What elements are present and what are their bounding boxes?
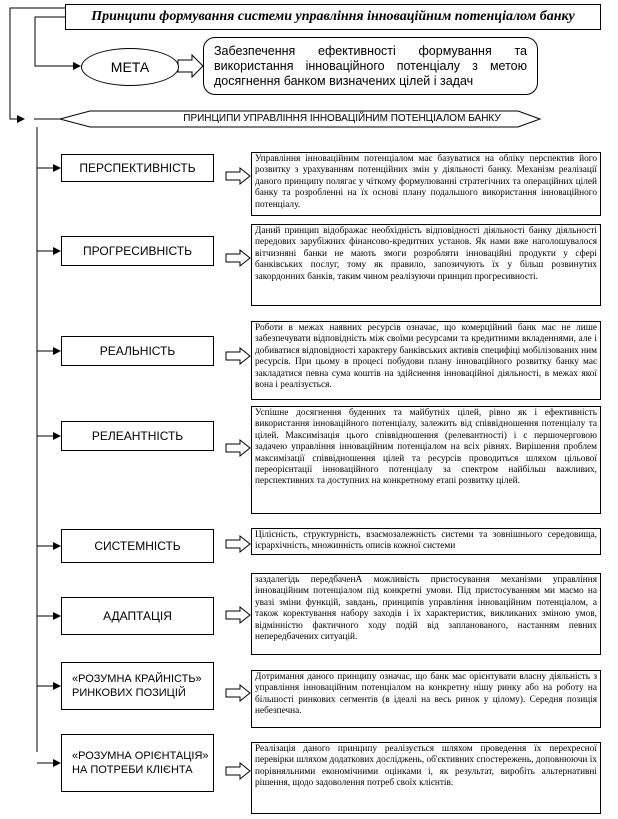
principle-name-relevance: РЕЛЕАНТНІСТЬ xyxy=(61,421,214,451)
principle-description-systemic: Цілісність, структурність, взаємозалежність системи та зовнішнього середовища, ієрархічність, множинність описів кожної системи xyxy=(251,528,601,555)
principle-name-adaptation: АДАПТАЦІЯ xyxy=(61,597,214,635)
title-to-principles-arrow xyxy=(10,8,65,119)
principle-name-reasonable-extremity: «РОЗУМНА КРАЙНІСТЬ» РИНКОВИХ ПОЗИЦІЙ xyxy=(61,662,214,710)
principle-name-reality: РЕАЛЬНІСТЬ xyxy=(61,336,214,366)
principle-name-client-orientation: «РОЗУМНА ОРІЄНТАЦІЯ» НА ПОТРЕБИ КЛІЄНТА xyxy=(61,734,214,792)
goal-label: МЕТА xyxy=(81,48,179,86)
principle-description-reality: Роботи в межах наявних ресурсів означає, що комерційний банк має не лише забезпечувати відповідність між своїми ресурсами та кредитними вкладеннями, але і добиватися відповідності характеру банківських активів специфіці мобілізованих ним ресурсів. При цьому в процесі побудови плану інноваційного розвитку банку має закладатися певна сума коштів на здійснення інноваційної діяльності, в межах якої вона і реалізується. xyxy=(251,321,601,400)
principle-description-perspective: Управління інноваційним потенціалом має базуватися на обліку перспектив його розвитку з урахуванням потенційних змін у діяльності банку. Механізм реалізації даного принципу полягає у чіткому формулюванні стратегічних та операційних цілей банку та розробленні на їх основі плану подальшого використання інноваційного потенціалу. xyxy=(251,152,601,216)
hollow-arrow xyxy=(226,685,250,701)
principle-name-progressiveness: ПРОГРЕСИВНІСТЬ xyxy=(61,236,214,266)
hollow-arrow xyxy=(226,536,250,552)
principle-description-relevance: Успішне досягнення буденних та майбутніх цілей, рівно як і ефективність використання інноваційного потенціалу, залежить від співвідношення потенціалу та цілей. Максимізація цього співвідношення (релевантності) і є першочерговою задачею управління інноваційним потенціалом на всіх рівнях. Вирішення проблем максимізації співвідношення цілей та ресурсів проводиться шляхом цільової переорієнтації інноваційного потенціалу за спектром найбільш важливих, перспективних та доступних на конкретному етапі розвитку цілей. xyxy=(251,406,601,514)
principle-description-client-orientation: Реалізація даного принципу реалізується шляхом проведення їх перехресної перевірки шляхом додаткових досліджень, об'єктивних спостережень, доповнюючи їх порівняльними економічними оцінками і, як результат, виробіть альтернативні рішення, щодо задоволення потреб своїх клієнтів. xyxy=(251,742,601,814)
goal-description: Забезпечення ефективності формування та використання інноваційного потенціалу з метою досягнення банком визначених цілей і задач xyxy=(203,37,538,95)
hollow-arrow xyxy=(226,607,250,623)
goal-hollow-arrow xyxy=(178,55,203,77)
principle-description-adaptation: заздалегідь передбаченА можливість пристосування механізми управління інноваційним потенціалом під конкретні умови. Під пристосуванням ми маємо на увазі зміни функцій, завдань, принципів управління інноваційним потенціалом, а також коректування набору заходів і їх характеристик, викликаних зміною умов, відмінністю фактичного ходу подій від запланованого, настанням певних непередбачених ситуацій. xyxy=(251,573,601,655)
principle-description-reasonable-extremity: Дотримання даного принципу означає, що банк має орієнтувати власну діяльність з управління інноваційним потенціалом на конкретну нішу ринку або на роботу на більшості ринкових сегментів (в ідеалі на весь ринок у цілому). Середня позиція небезпечна. xyxy=(251,670,601,728)
hollow-arrow xyxy=(226,348,250,364)
hollow-arrow xyxy=(226,440,250,456)
principle-name-systemic: СИСТЕМНІСТЬ xyxy=(61,529,214,563)
diagram-title: Принципи формування системи управління інноваційним потенціалом банку xyxy=(65,4,601,30)
principle-name-perspective: ПЕРСПЕКТИВНІСТЬ xyxy=(61,154,214,182)
principles-header: ПРИНЦИПИ УПРАВЛІННЯ ІННОВАЦІЙНИМ ПОТЕНЦІАЛОМ БАНКУ xyxy=(183,113,501,124)
principle-description-progressiveness: Даний принцип відображає необхідність відповідності діяльності банку діяльності передових зарубіжних фінансово-кредитних установ. Як нами вже наголошувалося вітчизняні банки не мають змоги розробляти інноваційні продукти у сфері банківських послуг, тому як правило, запозичують їх у більш розвинутих закордонних банків, таким чином реалізуючи принцип прогресивності. xyxy=(251,224,601,306)
hollow-arrow xyxy=(226,168,250,184)
hollow-arrow xyxy=(226,250,250,266)
hollow-arrow xyxy=(226,763,250,779)
